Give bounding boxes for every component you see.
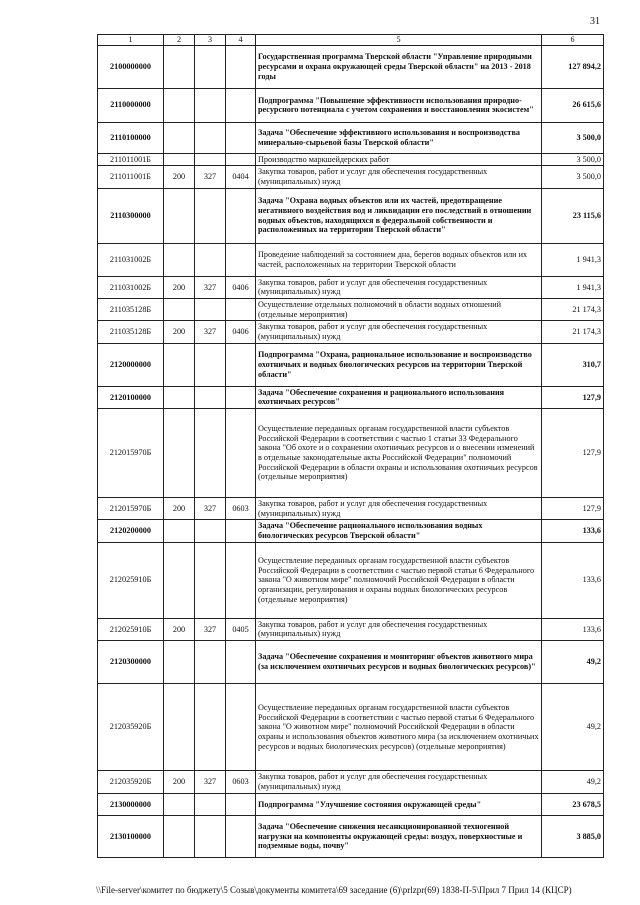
col3-cell bbox=[195, 153, 226, 166]
table-row bbox=[98, 45, 604, 88]
col3-cell bbox=[195, 45, 226, 88]
col3-cell bbox=[195, 816, 226, 858]
col3-cell bbox=[195, 88, 226, 122]
code-cell: 211031002Б bbox=[98, 276, 164, 298]
table-row bbox=[98, 122, 604, 153]
table-row bbox=[98, 321, 604, 343]
col2-cell: 200 bbox=[164, 321, 195, 343]
footer-file-path: \\File-server\комитет по бюджету\5 Созыв\документы комитета\69 заседание (6)\prlzpr(69) 1838-П-5\Прил 7 Прил 14 (КЦСР) bbox=[96, 885, 572, 895]
description-cell: Подпрограмма "Охрана, рациональное использование и воспроизводство охотничьих и водных биологических ресурсов на территории Тверской области" bbox=[256, 343, 542, 386]
amount-cell: 49,2 bbox=[542, 641, 604, 684]
header-row bbox=[98, 35, 604, 46]
col4-cell bbox=[226, 794, 256, 816]
amount-cell: 1 941,3 bbox=[542, 276, 604, 298]
code-cell: 212035920Б bbox=[98, 771, 164, 794]
col2-cell bbox=[164, 542, 195, 618]
table-row bbox=[98, 684, 604, 771]
col3-cell bbox=[195, 122, 226, 153]
col3-cell: 327 bbox=[195, 771, 226, 794]
col2-cell bbox=[164, 153, 195, 166]
col3-cell bbox=[195, 520, 226, 542]
description-cell: Задача "Обеспечение сохранения и рационального использования охотничьих ресурсов" bbox=[256, 386, 542, 408]
code-cell: 2100000000 bbox=[98, 45, 164, 88]
table-row bbox=[98, 276, 604, 298]
header-col-1: 1 bbox=[98, 35, 164, 46]
table-row bbox=[98, 243, 604, 276]
col4-cell bbox=[226, 816, 256, 858]
table-row bbox=[98, 542, 604, 618]
code-cell: 211035128Б bbox=[98, 321, 164, 343]
amount-cell: 133,6 bbox=[542, 542, 604, 618]
col2-cell bbox=[164, 122, 195, 153]
amount-cell: 26 615,6 bbox=[542, 88, 604, 122]
col2-cell: 200 bbox=[164, 771, 195, 794]
table-row bbox=[98, 771, 604, 794]
code-cell: 212015970Б bbox=[98, 498, 164, 520]
amount-cell: 49,2 bbox=[542, 771, 604, 794]
code-cell: 2130000000 bbox=[98, 794, 164, 816]
amount-cell: 310,7 bbox=[542, 343, 604, 386]
col4-cell bbox=[226, 45, 256, 88]
amount-cell: 3 500,0 bbox=[542, 122, 604, 153]
code-cell: 2120300000 bbox=[98, 641, 164, 684]
description-cell: Государственная программа Тверской области "Управление природными ресурсами и охрана окружающей среды Тверской области" на 2013 - 2018 годы bbox=[256, 45, 542, 88]
description-cell: Закупка товаров, работ и услуг для обеспечения государственных (муниципальных) нужд bbox=[256, 321, 542, 343]
amount-cell: 21 174,3 bbox=[542, 299, 604, 321]
code-cell: 211011001Б bbox=[98, 166, 164, 188]
col2-cell bbox=[164, 243, 195, 276]
col4-cell: 0405 bbox=[226, 618, 256, 640]
amount-cell: 133,6 bbox=[542, 520, 604, 542]
table-row bbox=[98, 153, 604, 166]
code-cell: 2120100000 bbox=[98, 386, 164, 408]
description-cell: Осуществление переданных органам государственной власти субъектов Российской Федерации в соответствии с частью первой статьи 6 Федерального закона "О животном мире" полномочий Российской Федерации в области охраны и использования объектов животного мира (за исключением охотничьих ресурсов и водных биологических ресурсов) (отдельные мероприятия) bbox=[256, 684, 542, 771]
col3-cell: 327 bbox=[195, 276, 226, 298]
col4-cell: 0406 bbox=[226, 321, 256, 343]
header-col-3: 3 bbox=[195, 35, 226, 46]
description-cell: Закупка товаров, работ и услуг для обеспечения государственных (муниципальных) нужд bbox=[256, 166, 542, 188]
col4-cell bbox=[226, 122, 256, 153]
code-cell: 212035920Б bbox=[98, 684, 164, 771]
col3-cell bbox=[195, 188, 226, 243]
col4-cell bbox=[226, 153, 256, 166]
col2-cell: 200 bbox=[164, 166, 195, 188]
code-cell: 2110300000 bbox=[98, 188, 164, 243]
description-cell: Производство маркшейдерских работ bbox=[256, 153, 542, 166]
col3-cell: 327 bbox=[195, 618, 226, 640]
amount-cell: 3 885,0 bbox=[542, 816, 604, 858]
table-row bbox=[98, 816, 604, 858]
amount-cell: 1 941,3 bbox=[542, 243, 604, 276]
col4-cell bbox=[226, 542, 256, 618]
col3-cell bbox=[195, 641, 226, 684]
col2-cell bbox=[164, 45, 195, 88]
col2-cell bbox=[164, 684, 195, 771]
col2-cell bbox=[164, 299, 195, 321]
table-row bbox=[98, 498, 604, 520]
col4-cell: 0404 bbox=[226, 166, 256, 188]
code-cell: 212025910Б bbox=[98, 542, 164, 618]
col3-cell bbox=[195, 386, 226, 408]
table-row bbox=[98, 188, 604, 243]
table-row bbox=[98, 166, 604, 188]
description-cell: Закупка товаров, работ и услуг для обеспечения государственных (муниципальных) нужд bbox=[256, 771, 542, 794]
amount-cell: 23 678,5 bbox=[542, 794, 604, 816]
col3-cell bbox=[195, 684, 226, 771]
table-row bbox=[98, 343, 604, 386]
amount-cell: 127,9 bbox=[542, 409, 604, 498]
table-row bbox=[98, 641, 604, 684]
table-body bbox=[98, 45, 604, 857]
description-cell: Задача "Обеспечение сохранения и мониторинг объектов животного мира (за исключением охотничьих ресурсов и водных биологических ресурсов)" bbox=[256, 641, 542, 684]
col3-cell: 327 bbox=[195, 166, 226, 188]
table-row bbox=[98, 794, 604, 816]
amount-cell: 127,9 bbox=[542, 498, 604, 520]
col3-cell bbox=[195, 243, 226, 276]
code-cell: 211031002Б bbox=[98, 243, 164, 276]
table-header bbox=[98, 35, 604, 46]
page-number: 31 bbox=[590, 16, 600, 27]
description-cell: Задача "Обеспечение снижения несанкционированной техногенной нагрузки на компоненты окружающей среды: воздух, поверхностные и подземные воды, почву" bbox=[256, 816, 542, 858]
col4-cell bbox=[226, 641, 256, 684]
table-row bbox=[98, 88, 604, 122]
col3-cell bbox=[195, 542, 226, 618]
description-cell: Подпрограмма "Повышение эффективности использования природно-ресурсного потенциала с учетом сохранения и восстановления экосистем" bbox=[256, 88, 542, 122]
col2-cell bbox=[164, 386, 195, 408]
col2-cell bbox=[164, 641, 195, 684]
col4-cell bbox=[226, 520, 256, 542]
col2-cell: 200 bbox=[164, 498, 195, 520]
description-cell: Осуществление переданных органам государственной власти субъектов Российской Федерации в соответствии с частью 1 статьи 33 Федерального закона "Об охоте и о сохранении охотничьих ресурсов и о внесении изменений в отдельные законодательные акты Российской Федерации" полномочий Российской Федерации в области охраны и использования охотничьих ресурсов (отдельные мероприятия) bbox=[256, 409, 542, 498]
header-col-2: 2 bbox=[164, 35, 195, 46]
description-cell: Задача "Охрана водных объектов или их частей, предотвращение негативного воздействия вод и ликвидации его последствий в отношении водных объектов, находящихся в федеральной собственности и расположенных на территории Тверской области" bbox=[256, 188, 542, 243]
table-row bbox=[98, 409, 604, 498]
code-cell: 2110000000 bbox=[98, 88, 164, 122]
amount-cell: 127,9 bbox=[542, 386, 604, 408]
col3-cell bbox=[195, 343, 226, 386]
col3-cell: 327 bbox=[195, 321, 226, 343]
header-col-4: 4 bbox=[226, 35, 256, 46]
col3-cell: 327 bbox=[195, 498, 226, 520]
col2-cell bbox=[164, 816, 195, 858]
budget-table bbox=[97, 34, 604, 858]
code-cell: 212025910Б bbox=[98, 618, 164, 640]
description-cell: Подпрограмма "Улучшение состояния окружающей среды" bbox=[256, 794, 542, 816]
col4-cell bbox=[226, 409, 256, 498]
col4-cell bbox=[226, 243, 256, 276]
description-cell: Задача "Обеспечение эффективного использования и воспроизводства минерально-сырьевой базы Тверской области" bbox=[256, 122, 542, 153]
header-col-5: 5 bbox=[256, 35, 542, 46]
col3-cell bbox=[195, 794, 226, 816]
col3-cell bbox=[195, 409, 226, 498]
amount-cell: 49,2 bbox=[542, 684, 604, 771]
code-cell: 2120000000 bbox=[98, 343, 164, 386]
description-cell: Осуществление переданных органам государственной власти субъектов Российской Федерации в соответствии с частью первой статьи 6 Федерального закона "О животном мире" полномочий Российской Федерации в области организации, регулирования и охраны водных биологических ресурсов (отдельные мероприятия) bbox=[256, 542, 542, 618]
col2-cell bbox=[164, 188, 195, 243]
amount-cell: 3 500,0 bbox=[542, 166, 604, 188]
header-col-6: 6 bbox=[542, 35, 604, 46]
col4-cell bbox=[226, 88, 256, 122]
table-row bbox=[98, 299, 604, 321]
code-cell: 211011001Б bbox=[98, 153, 164, 166]
col4-cell bbox=[226, 299, 256, 321]
description-cell: Проведение наблюдений за состоянием дна, берегов водных объектов или их частей, расположенных на территории Тверской области bbox=[256, 243, 542, 276]
col2-cell bbox=[164, 88, 195, 122]
amount-cell: 3 500,0 bbox=[542, 153, 604, 166]
code-cell: 2130100000 bbox=[98, 816, 164, 858]
col4-cell: 0603 bbox=[226, 498, 256, 520]
col2-cell bbox=[164, 794, 195, 816]
amount-cell: 127 894,2 bbox=[542, 45, 604, 88]
col4-cell bbox=[226, 343, 256, 386]
col3-cell bbox=[195, 299, 226, 321]
col4-cell bbox=[226, 386, 256, 408]
table-row bbox=[98, 618, 604, 640]
code-cell: 2110100000 bbox=[98, 122, 164, 153]
col4-cell bbox=[226, 684, 256, 771]
col2-cell: 200 bbox=[164, 618, 195, 640]
description-cell: Закупка товаров, работ и услуг для обеспечения государственных (муниципальных) нужд bbox=[256, 618, 542, 640]
col4-cell bbox=[226, 188, 256, 243]
code-cell: 2120200000 bbox=[98, 520, 164, 542]
table-row bbox=[98, 520, 604, 542]
code-cell: 211035128Б bbox=[98, 299, 164, 321]
col2-cell: 200 bbox=[164, 276, 195, 298]
col4-cell: 0603 bbox=[226, 771, 256, 794]
col2-cell bbox=[164, 520, 195, 542]
description-cell: Закупка товаров, работ и услуг для обеспечения государственных (муниципальных) нужд bbox=[256, 276, 542, 298]
description-cell: Осуществление отдельных полномочий в области водных отношений (отдельные мероприятия) bbox=[256, 299, 542, 321]
col2-cell bbox=[164, 409, 195, 498]
description-cell: Закупка товаров, работ и услуг для обеспечения государственных (муниципальных) нужд bbox=[256, 498, 542, 520]
description-cell: Задача "Обеспечение рационального использования водных биологических ресурсов Тверской области" bbox=[256, 520, 542, 542]
amount-cell: 21 174,3 bbox=[542, 321, 604, 343]
code-cell: 212015970Б bbox=[98, 409, 164, 498]
table-row bbox=[98, 386, 604, 408]
col4-cell: 0406 bbox=[226, 276, 256, 298]
amount-cell: 23 115,6 bbox=[542, 188, 604, 243]
amount-cell: 133,6 bbox=[542, 618, 604, 640]
col2-cell bbox=[164, 343, 195, 386]
